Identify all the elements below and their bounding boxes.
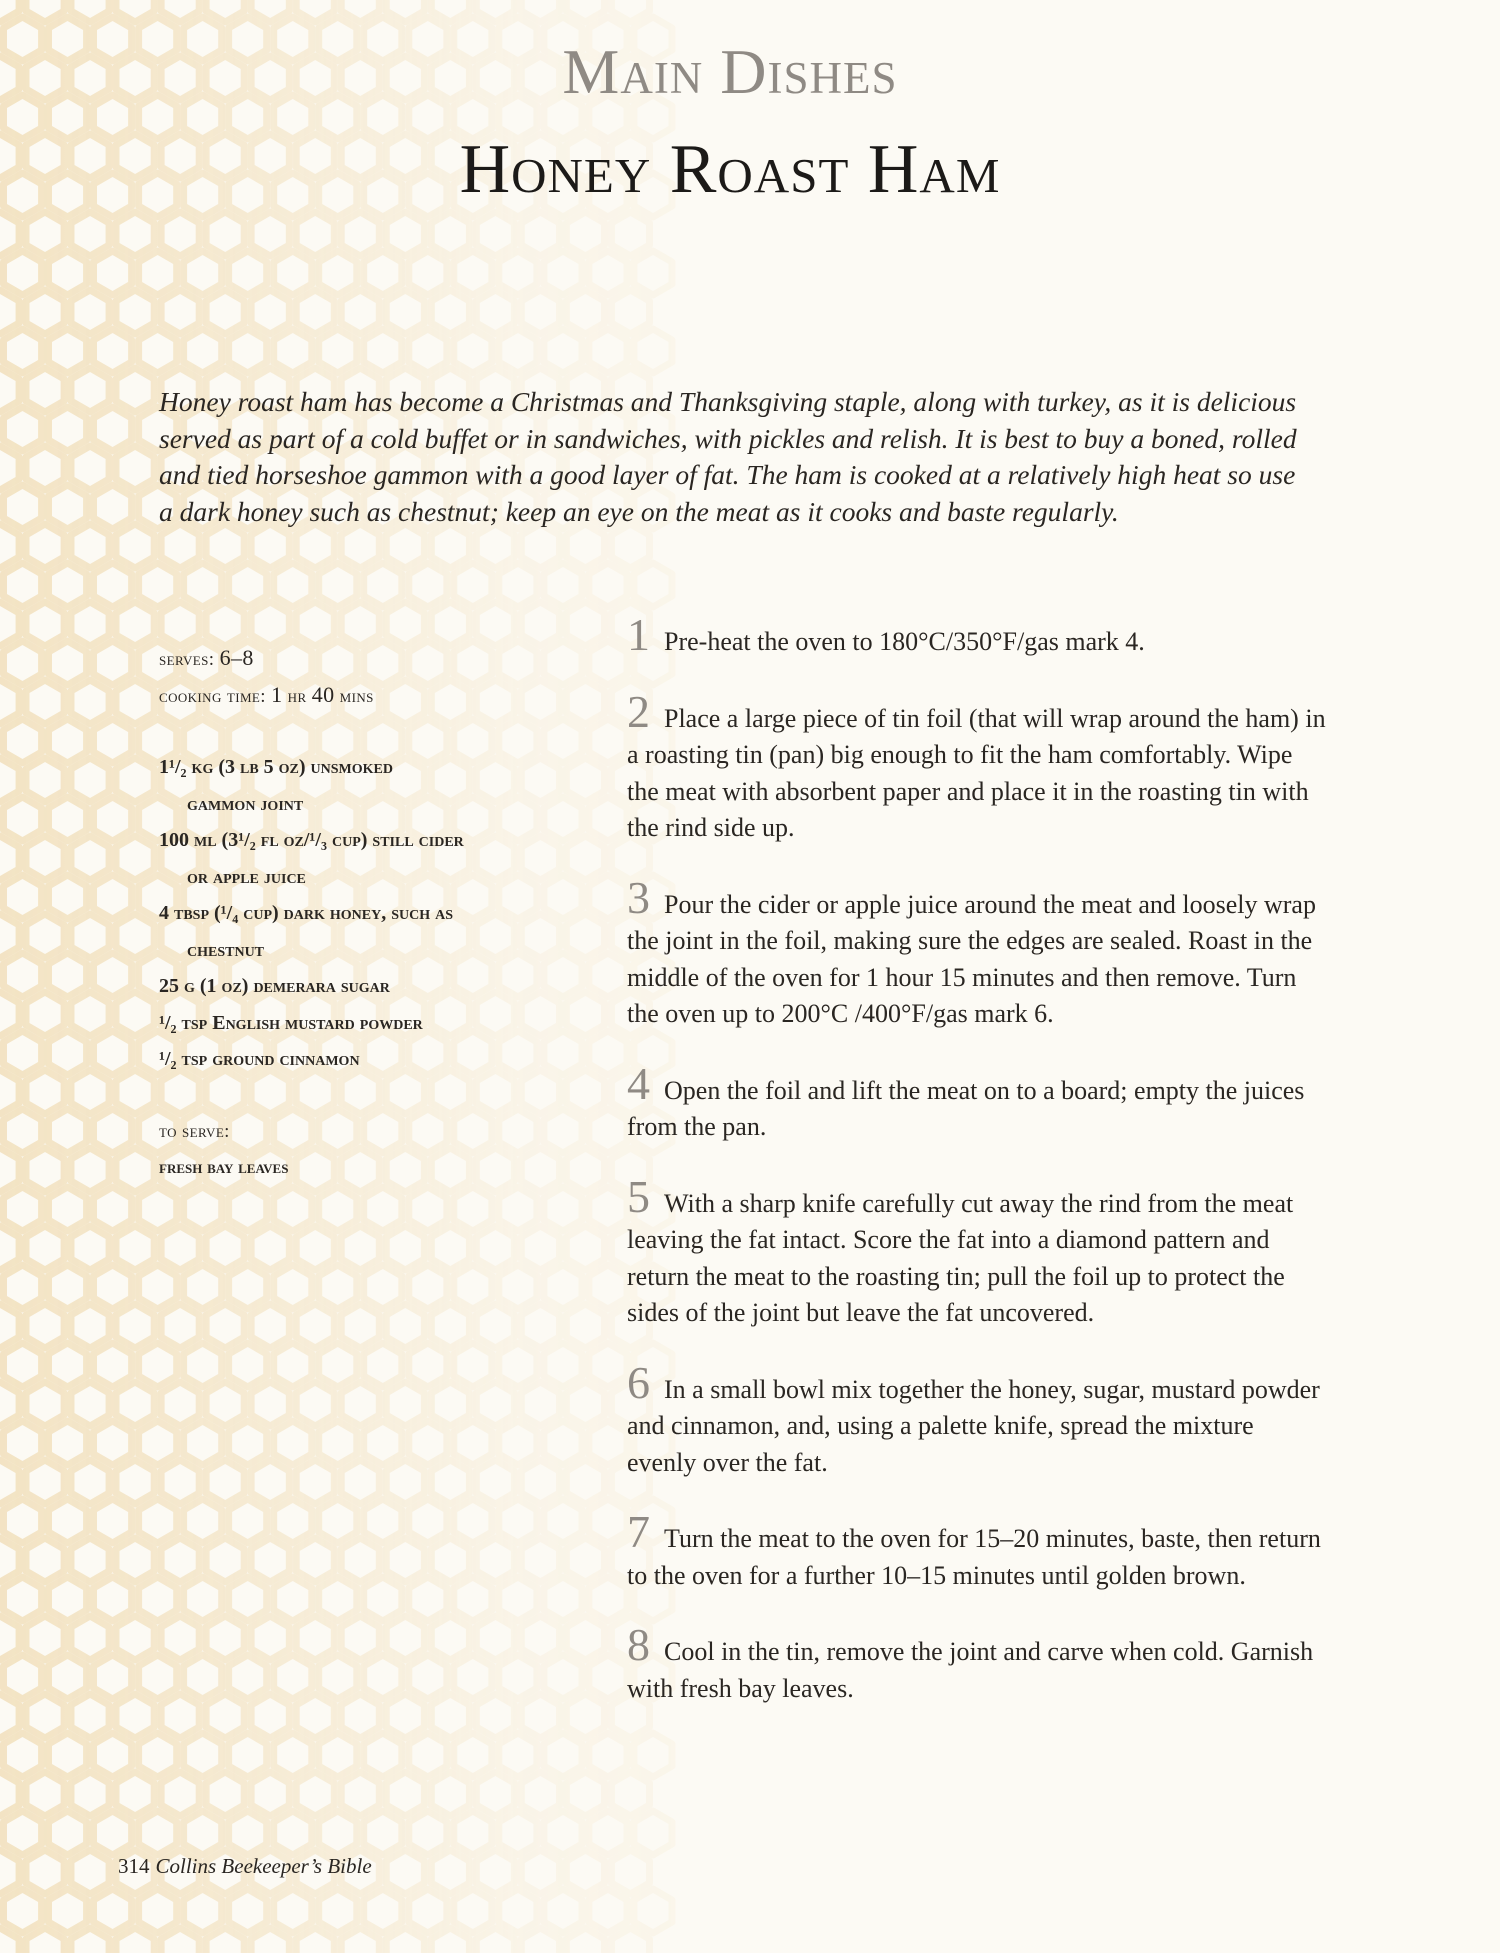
cooking-time-hours-unit: hr — [287, 685, 307, 707]
serves-row — [159, 640, 579, 677]
step-number: 3 — [627, 871, 650, 923]
to-serve — [159, 1114, 579, 1187]
book-title: Collins Beekeeper’s Bible — [155, 1854, 372, 1878]
step-number: 8 — [627, 1619, 650, 1670]
cooking-time-hours: 1 — [271, 681, 283, 707]
ingredient-line: ¹/₂ tsp ground cinnamon — [159, 1048, 360, 1070]
step-text: Place a large piece of tin foil (that will wrap around the ham) in a roasting tin (pan) big enough to fit the ham comfortably. Wipe the meat with absorbent paper and place it in the roasting tin with the rind side up. — [627, 703, 1326, 842]
serves-label: serves: — [159, 649, 215, 670]
cooking-time-minutes: 40 — [311, 681, 335, 707]
step-text: Cool in the tin, remove the joint and carve when cold. Garnish with fresh bay leaves. — [627, 1637, 1314, 1703]
to-serve-item: fresh bay leaves — [159, 1157, 289, 1178]
method-step — [627, 871, 1327, 1033]
ingredient-item — [159, 1005, 579, 1042]
page-number: 314 — [118, 1854, 150, 1878]
ingredient-item — [159, 895, 579, 968]
step-text: Open the foil and lift the meat on to a board; empty the juices from the pan. — [627, 1075, 1305, 1141]
ingredient-line: 1¹/₂ kg (3 lb 5 oz) unsmoked — [159, 756, 393, 778]
ingredient-line: 25 g (1 oz) demerara sugar — [159, 975, 390, 997]
section-title: Main Dishes — [562, 36, 898, 107]
method-step — [627, 685, 1327, 847]
ingredient-list — [159, 749, 579, 1078]
step-number: 1 — [627, 609, 650, 660]
method-step — [627, 1619, 1327, 1707]
recipe-intro — [159, 384, 1309, 530]
method-step — [627, 1506, 1327, 1594]
recipe-info-column — [159, 640, 579, 1187]
ingredient-line: 100 ml (3¹/₂ fl oz/¹/₃ cup) still cider — [159, 829, 464, 851]
step-number: 5 — [627, 1170, 650, 1222]
cooking-time-row — [159, 677, 579, 714]
step-text: In a small bowl mix together the honey, sugar, mustard powder and cinnamon, and, using a palette knife, spread the mixture evenly over the fat. — [627, 1374, 1320, 1477]
step-text: Turn the meat to the oven for 15–20 minutes, baste, then return to the oven for a further 10–15 minutes until golden brown. — [627, 1524, 1321, 1590]
cooking-time-label: cooking time: — [159, 685, 266, 707]
step-text: Pour the cider or apple juice around the meat and loosely wrap the joint in the foil, making sure the edges are sealed. Roast in the middle of the oven for 1 hour 15 minutes and then remove. Turn the oven up to 200°C /400°F/gas mark 6. — [627, 889, 1316, 1028]
serves-value: 6–8 — [219, 645, 254, 670]
method-step — [627, 1057, 1327, 1146]
ingredient-line-continued: chestnut — [187, 938, 265, 961]
step-text: With a sharp knife carefully cut away the rind from the meat leaving the fat intact. Score the fat into a diamond pattern and return the meat to the roasting tin; pull the foil up to protect the sides of the joint but leave the fat uncovered. — [627, 1188, 1294, 1327]
recipe-meta — [159, 640, 579, 713]
ingredient-item — [159, 1041, 579, 1078]
step-text: Pre-heat the oven to 180°C/350°F/gas mark 4. — [664, 627, 1145, 656]
ingredient-line: 4 tbsp (¹/₄ cup) dark honey, such as — [159, 902, 454, 924]
method-step — [627, 1356, 1327, 1482]
step-number: 4 — [627, 1057, 650, 1109]
step-number: 7 — [627, 1506, 650, 1557]
method-steps — [627, 609, 1327, 1743]
ingredient-item — [159, 822, 579, 895]
method-step — [627, 609, 1327, 661]
step-number: 6 — [627, 1356, 650, 1408]
intro-text: Honey roast ham has become a Christmas and Thanksgiving staple, along with turkey, as it is delicious served as part of a cold buffet or in sandwiches, with pickles and relish. It is best to buy a boned, rolled and tied horseshoe gammon with a good layer of fat. The ham is cooked at a relatively high heat so use a dark honey such as chestnut; keep an eye on the meat as it cooks and baste regularly. — [159, 386, 1297, 527]
ingredient-item — [159, 749, 579, 822]
to-serve-label: to serve: — [159, 1120, 230, 1142]
ingredient-line: ¹/₂ tsp English mustard powder — [159, 1011, 423, 1034]
page-footer — [118, 1854, 372, 1879]
recipe-title: Honey Roast Ham — [459, 131, 1001, 208]
cooking-time-minutes-unit: mins — [339, 685, 374, 707]
method-step — [627, 1170, 1327, 1332]
ingredient-item — [159, 968, 579, 1005]
ingredient-line-continued: or apple juice — [187, 865, 306, 888]
step-number: 2 — [627, 685, 650, 737]
ingredient-line-continued: gammon joint — [187, 792, 304, 815]
